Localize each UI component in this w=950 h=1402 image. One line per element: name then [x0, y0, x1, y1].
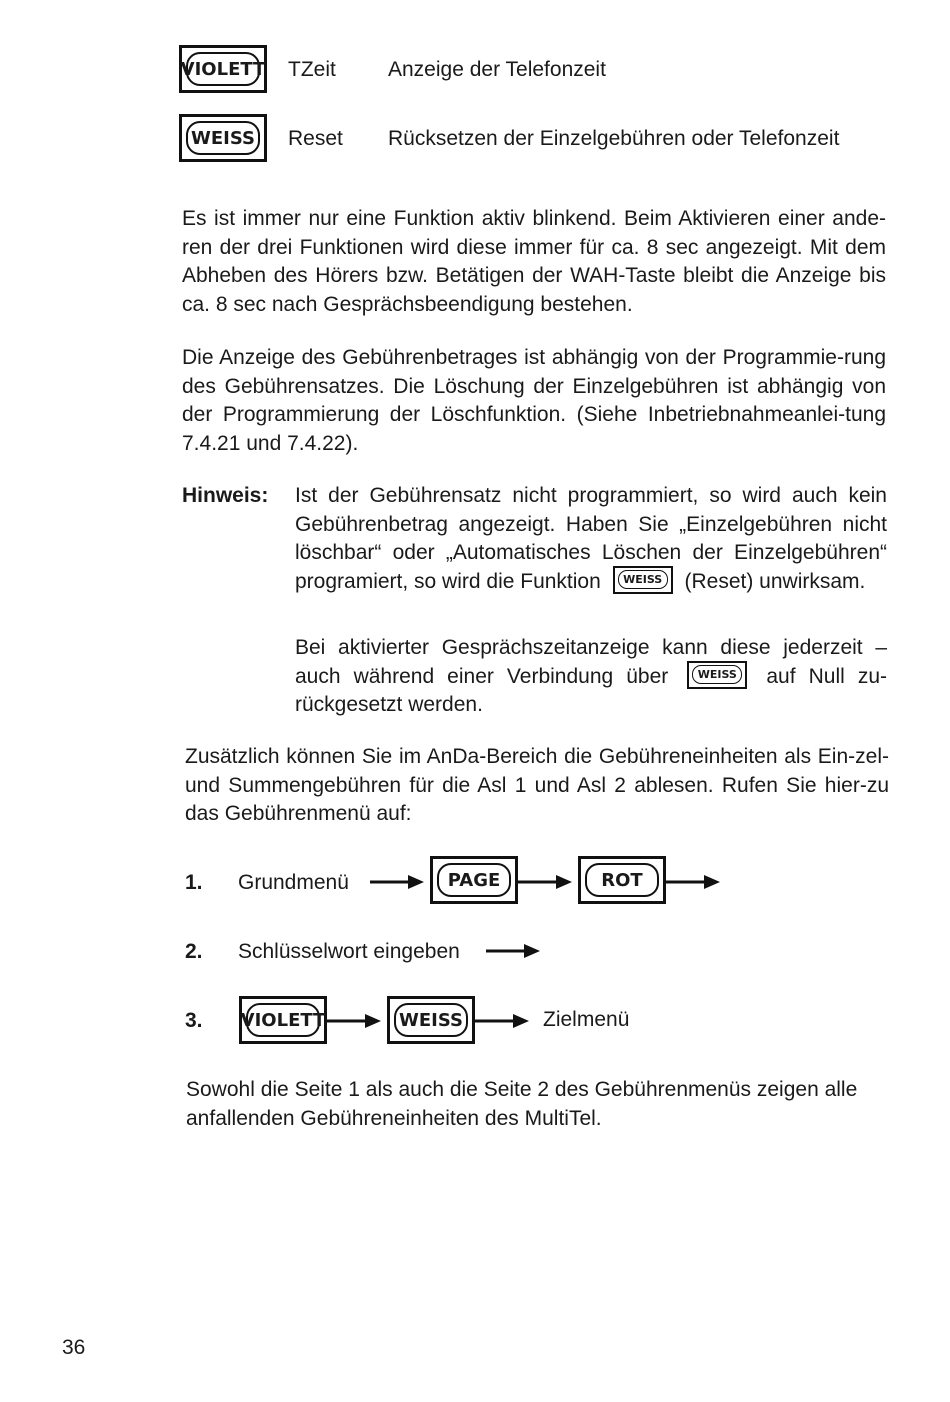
weiss-inline-key-box-2 — [687, 661, 747, 689]
tzeit-description: Anzeige der Telefonzeit — [388, 58, 606, 81]
weiss-key-box — [179, 114, 267, 162]
arrow-right-icon — [327, 1011, 383, 1031]
arrow-right-icon — [475, 1011, 531, 1031]
weiss-inline-key-box-1 — [613, 566, 673, 594]
step-1-number: 1. — [185, 871, 203, 894]
reset-description: Rücksetzen der Einzelgebühren oder Telefonzeit — [388, 127, 840, 150]
weiss-inline-key-1: WEISS — [618, 570, 668, 589]
step-3-label: Zielmenü — [543, 1008, 630, 1031]
weiss-key-step3: WEISS — [394, 1003, 468, 1037]
paragraph-fee-menu-pages: Sowohl die Seite 1 als auch die Seite 2 des Gebührenmenüs zeigen alle anfallenden Gebühreneinheiten des MultiTel. — [186, 1078, 858, 1130]
arrow-right-icon — [518, 872, 574, 892]
page-key-box — [430, 856, 518, 904]
rot-key-box — [578, 856, 666, 904]
violett-key: VIOLETT — [186, 52, 260, 86]
arrow-right-icon — [370, 872, 426, 892]
paragraph-anda-area: Zusätzlich können Sie im AnDa-Bereich die Gebühreneinheiten als Ein-zel- und Summengebühren für die Asl 1 und Asl 2 ablesen. Rufen Sie hier-zu das Gebührenmenü auf: — [185, 745, 889, 825]
reset-label: Reset — [288, 127, 343, 150]
hinweis-text-1b: (Reset) unwirksam. — [684, 569, 866, 593]
step-1-label: Grundmenü — [238, 871, 349, 894]
hinweis-text-1 — [295, 482, 887, 596]
arrow-right-icon — [486, 941, 542, 961]
weiss-key: WEISS — [186, 121, 260, 155]
violett-key-box-step3 — [239, 996, 327, 1044]
hinweis-text-2b: auf Null zu-rückgesetzt werden. — [295, 664, 887, 716]
step-3-number: 3. — [185, 1009, 203, 1032]
tzeit-label: TZeit — [288, 58, 336, 81]
hinweis-text-2a: Bei aktivierter Gesprächszeitanzeige kann diese jederzeit – auch während einer Verbindung über — [295, 636, 887, 688]
hinweis-text-1a: Ist der Gebührensatz nicht programmiert, so wird auch kein Gebührenbetrag angezeigt. Haben Sie „Einzelgebühren nicht löschbar“ oder „Automatisches Löschen der Einzelgebühren“ programiert, so wird die Funktion — [295, 484, 887, 593]
paragraph-active-function: Es ist immer nur eine Funktion aktiv blinkend. Beim Aktivieren einer ande-ren der drei Funktionen wird diese immer für ca. 8 sec angezeigt. Mit dem Abheben des Hörers bzw. Betätigen der WAH-Taste bleibt die Anzeige bis ca. 8 sec nach Gesprächsbeendigung bestehen. — [182, 207, 886, 316]
rot-key: ROT — [585, 863, 659, 897]
weiss-key-box-step3 — [387, 996, 475, 1044]
violett-key-step3: VIOLETT — [246, 1003, 320, 1037]
arrow-right-icon — [666, 872, 722, 892]
paragraph-fee-display: Die Anzeige des Gebührenbetrages ist abhängig von der Programmie-rung des Gebührensatzes. Die Löschung der Einzelgebühren ist abhängig von der Programmierung der Löschfunktion. (Siehe Inbetriebnahmeanlei-tung 7.4.21 und 7.4.22). — [182, 346, 886, 455]
hinweis-label: Hinweis: — [182, 484, 269, 507]
page-key: PAGE — [437, 863, 511, 897]
weiss-inline-key-2: WEISS — [692, 665, 742, 684]
page-number: 36 — [62, 1336, 86, 1359]
step-2-label: Schlüsselwort eingeben — [238, 940, 460, 963]
hinweis-text-2 — [295, 634, 887, 720]
violett-key-box — [179, 45, 267, 93]
step-2-number: 2. — [185, 940, 203, 963]
